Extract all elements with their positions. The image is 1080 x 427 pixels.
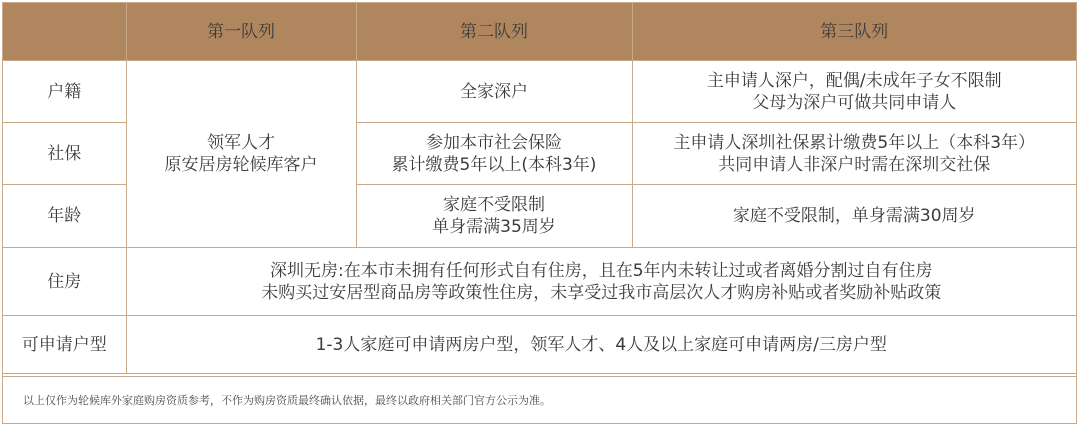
nianling-queue-2 xyxy=(356,185,632,248)
shebao-queue-3 xyxy=(632,123,1076,185)
row-label-huxing: 可申请户型 xyxy=(3,316,126,374)
eligibility-table xyxy=(3,3,1076,374)
queue-1-line-2: 原安居房轮候库客户 xyxy=(164,155,318,175)
row-huji xyxy=(3,61,1076,123)
nianling-queue-3-line-1: 家庭不受限制，单身需满30周岁 xyxy=(732,206,976,226)
huji-queue-2-line-1: 全家深户 xyxy=(460,81,528,102)
queue-1-merged-cell xyxy=(126,61,356,248)
zhufang-line-2: 未购买过安居型商品房等政策性住房，未享受过我市高层次人才购房补贴或者奖励补贴政策 xyxy=(261,282,942,303)
header-queue-3: 第三队列 xyxy=(632,3,1076,61)
huxing-content xyxy=(126,316,1076,374)
row-label-huji: 户籍 xyxy=(3,61,126,123)
nianling-queue-3 xyxy=(632,185,1076,248)
huxing-line-1: 1-3人家庭可申请两房户型，领军人才、4人及以上家庭可申请两房/三房户型 xyxy=(315,334,887,355)
eligibility-table-container xyxy=(2,2,1077,424)
zhufang-content xyxy=(126,248,1076,316)
footnote: 以上仅作为轮候库外家庭购房资质参考，不作为购房资质最终确认依据，最终以政府相关部门官方公示为准。 xyxy=(3,376,1076,423)
queue-1-line-1: 领军人才 xyxy=(207,133,275,153)
header-row xyxy=(3,3,1076,61)
zhufang-line-1: 深圳无房:在本市未拥有任何形式自有住房，且在5年内未转让过或者离婚分割过自有住房 xyxy=(269,260,933,281)
shebao-queue-2 xyxy=(356,123,632,185)
shebao-queue-2-line-2: 累计缴费5年以上(本科3年) xyxy=(391,154,597,175)
huji-queue-3-line-1: 主申请人深户，配偶/未成年子女不限制 xyxy=(706,70,1002,91)
row-label-shebao: 社保 xyxy=(3,123,126,185)
huji-queue-3-line-2: 父母为深户可做共同申请人 xyxy=(752,92,957,113)
shebao-queue-3-line-2: 共同申请人非深户时需在深圳交社保 xyxy=(718,154,991,175)
shebao-queue-3-line-1: 主申请人深圳社保累计缴费5年以上（本科3年） xyxy=(673,132,1036,153)
header-queue-2: 第二队列 xyxy=(356,3,632,61)
nianling-queue-2-line-1: 家庭不受限制 xyxy=(443,195,545,215)
header-queue-1: 第一队列 xyxy=(126,3,356,61)
row-zhufang xyxy=(3,248,1076,316)
row-huxing xyxy=(3,316,1076,374)
row-label-zhufang: 住房 xyxy=(3,248,126,316)
row-label-nianling: 年龄 xyxy=(3,185,126,248)
shebao-queue-2-line-1: 参加本市社会保险 xyxy=(426,132,562,153)
huji-queue-3 xyxy=(632,61,1076,123)
header-corner xyxy=(3,3,126,61)
huji-queue-2 xyxy=(356,61,632,123)
nianling-queue-2-line-2: 单身需满35周岁 xyxy=(432,217,556,237)
